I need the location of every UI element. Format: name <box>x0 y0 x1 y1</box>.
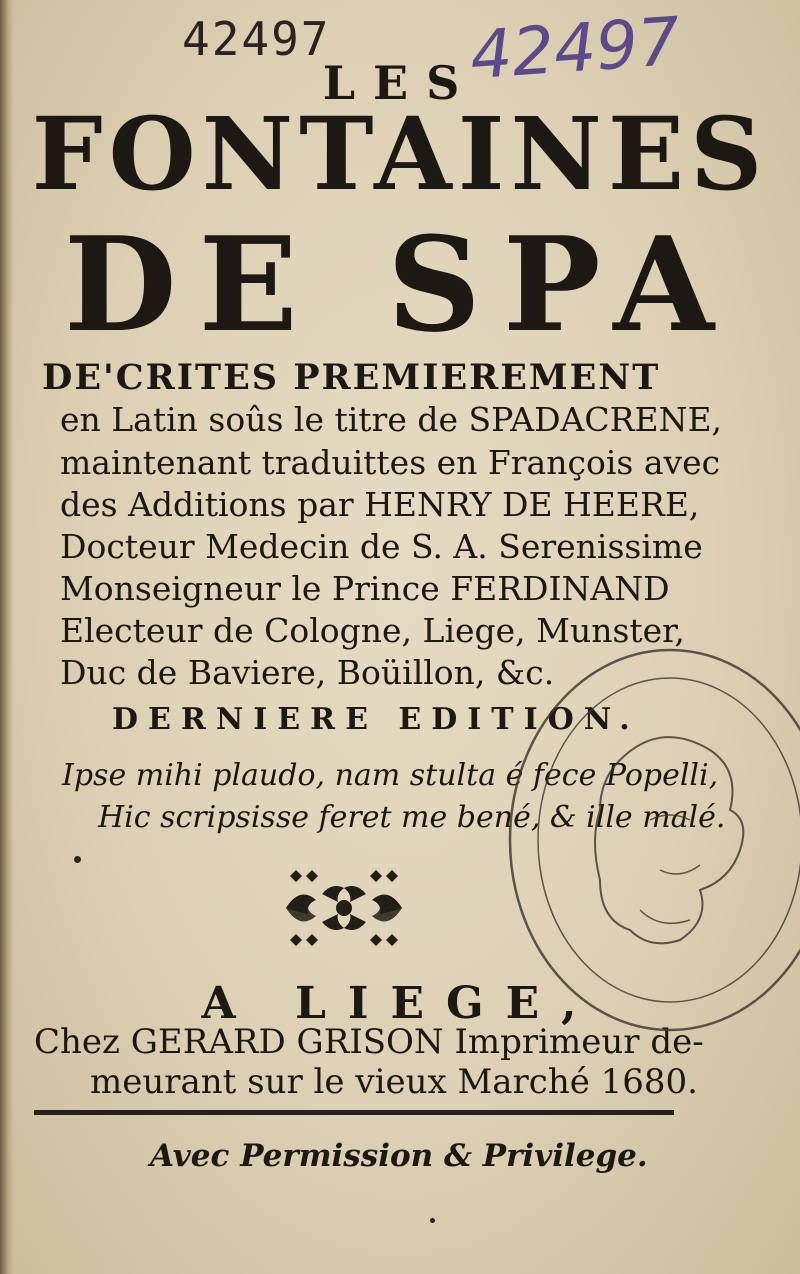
subtitle-line: DE'CRITES PREMIEREMENT <box>42 357 661 398</box>
title-de-spa: DE SPA <box>63 208 737 361</box>
subtitle-line: Duc de Baviere, Boüillon, &c. <box>60 653 555 692</box>
fleuron-ornament-icon <box>282 868 406 948</box>
subtitle-line: maintenant traduittes en François avec <box>60 443 721 482</box>
imprint-place: A LIEGE, <box>201 978 599 1029</box>
subtitle-line: des Additions par HENRY DE HEERE, <box>60 485 700 524</box>
horizontal-rule <box>34 1110 674 1115</box>
imprint-address-line: meurant sur le vieux Marché 1680. <box>90 1062 698 1102</box>
subtitle-line: Docteur Medecin de S. A. Serenissime <box>60 527 703 566</box>
subtitle-line: en Latin soûs le titre de SPADACRENE, <box>60 400 723 439</box>
subtitle-line: Monseigneur le Prince FERDINAND <box>60 569 670 608</box>
ink-dot <box>430 1218 435 1223</box>
ink-dot <box>74 856 81 863</box>
epigraph-line: Ipse mihi plaudo, nam stulta é fece Popelli, <box>62 758 719 793</box>
imprint-printer-line: Chez GERARD GRISON Imprimeur de- <box>34 1022 704 1062</box>
privilege-statement: Avec Permission & Privilege. <box>150 1138 648 1174</box>
printed-shelfmark: 42497 <box>182 12 331 66</box>
library-stamp-icon <box>500 640 800 1040</box>
epigraph-line: Hic scripsisse feret me bené, & ille malé. <box>98 800 726 835</box>
subtitle-line: Electeur de Cologne, Liege, Munster, <box>60 611 685 650</box>
handwritten-shelfmark: 42497 <box>467 2 683 95</box>
title-les: LES <box>322 56 478 110</box>
title-fontaines: FONTAINES <box>31 95 769 213</box>
edition-statement: DERNIERE EDITION. <box>112 702 640 737</box>
